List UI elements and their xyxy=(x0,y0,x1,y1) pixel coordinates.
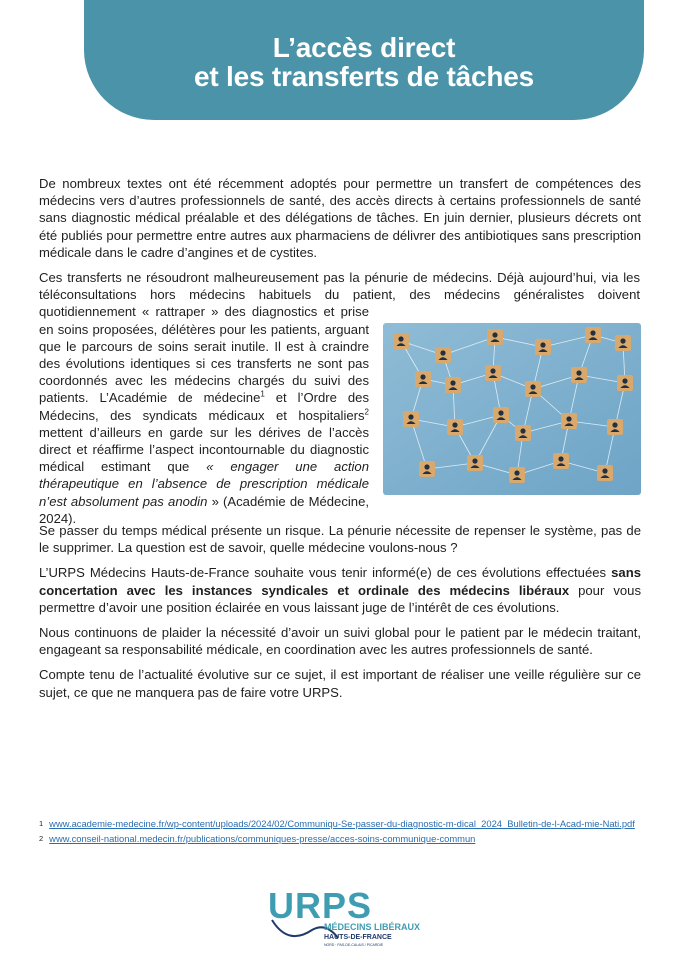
paragraph-urps-text: L’URPS Médecins Hauts-de-France souhaite vous tenir informé(e) de ces évolutions effectuées xyxy=(39,565,612,581)
paragraph-urps-text-2: pour vous permettre d’avoir une position éclairée en vous laissant juge de l’intérêt de ces évolutions. xyxy=(39,582,641,615)
footnote-number-1: 1 xyxy=(39,819,44,828)
paragraph-intro: De nombreux textes ont été récemment adoptés pour permettre un transfert de compétences des médecins vers d’autres professionnels de santé, des accès directs à certains professionnels de santé sans diagnostic médical préalable et des délégations de tâches. En juin dernier, plusieurs décrets ont été publiés pour permettre entre autres aux pharmaciens de délivrer des antibiotiques sans prescription médicale dans le cadre d’angines et de cystites. xyxy=(39,176,641,260)
paragraph-transferts-text: Ces transferts ne résoudront malheureusement pas la pénurie de médecins. Déjà aujourd’hui, via les téléconsultations hors médecins habituels du patient, des médecins généralistes doivent quotidiennement « rattraper » des diagnostics et prise en soins proposées, délétères pour les patients, arguant que le parcours de soins serait inutile. Il est à craindre des évolutions identiques si ces transferts ne sont pas coordonnés avec les médecins chargés du suivi des patients. L’Académie de médecine xyxy=(39,270,640,406)
urps-logo-mark xyxy=(268,880,428,950)
paragraph-transferts-text-3: mettent d’ailleurs en garde sur les dérives de l’accès direct et réaffirme l’aspect incontournable du diagnostic médical estimant que xyxy=(39,424,369,475)
footnote-link-1[interactable]: www.academie-medecine.fr/wp-content/uploads/2024/02/Communiqu-Se-passer-du-diagnostic-m-dical_2024_Bulletin-de-l-Acad-mie-Nati.pdf xyxy=(49,818,635,829)
footnotes xyxy=(39,818,649,848)
paragraph-transferts-text-2: et l’Ordre des Médecins, des syndicats médicaux et hospitaliers xyxy=(39,390,369,423)
paragraph-risque: Se passer du temps médical présente un risque. La pénurie nécessite de repenser le système, pas de le supprimer. La question est de savoir, quelle médecine voulons-nous ? xyxy=(39,523,641,556)
title-line-1: L’accès direct xyxy=(272,32,456,63)
footnote-ref-2[interactable]: 2 xyxy=(364,407,369,417)
logo-wordmark: URPS xyxy=(268,885,373,926)
article-body-2 xyxy=(39,522,641,709)
network-people-image xyxy=(383,323,641,495)
footnote-number-2: 2 xyxy=(39,834,44,843)
logo-line-1: MÉDECINS LIBÉRAUX xyxy=(324,922,421,932)
footnote-link-2[interactable]: www.conseil-national.medecin.fr/publications/communiques-presse/acces-soins-communique-commun xyxy=(49,833,476,844)
footnote-1 xyxy=(39,818,649,829)
page-title xyxy=(84,33,644,91)
paragraph-urps-bold: sans concertation avec les instances syndicales et ordinale des médecins libéraux xyxy=(39,565,641,598)
urps-logo xyxy=(268,880,428,950)
logo-line-3: NORD · PAS-DE-CALAIS / PICARDIE xyxy=(324,943,384,947)
image-wrap-offset xyxy=(640,269,641,319)
title-line-2: et les transferts de tâches xyxy=(193,61,535,92)
paragraph-urps xyxy=(39,564,641,616)
network-illustration xyxy=(383,323,641,495)
logo-line-2: HAUTS-DE-FRANCE xyxy=(324,934,392,941)
academie-quote: « engager une action thérapeutique en l’absence de prescription médicale n’est absolument pas anodin xyxy=(39,459,369,509)
paragraph-suivi: Nous continuons de plaider la nécessité d’avoir un suivi global pour le patient par le médecin traitant, engageant sa responsabilité médicale, en coordination avec les autres professionnels de santé. xyxy=(39,625,641,658)
footnote-2 xyxy=(39,833,649,844)
academie-citation: » (Académie de Médecine, 2024). xyxy=(39,493,369,526)
footnote-ref-1[interactable]: 1 xyxy=(260,390,265,400)
paragraph-veille: Compte tenu de l’actualité évolutive sur ce sujet, il est important de réaliser une veille régulière sur ce sujet, ce que ne manquera pas de faire votre URPS. xyxy=(39,667,641,700)
